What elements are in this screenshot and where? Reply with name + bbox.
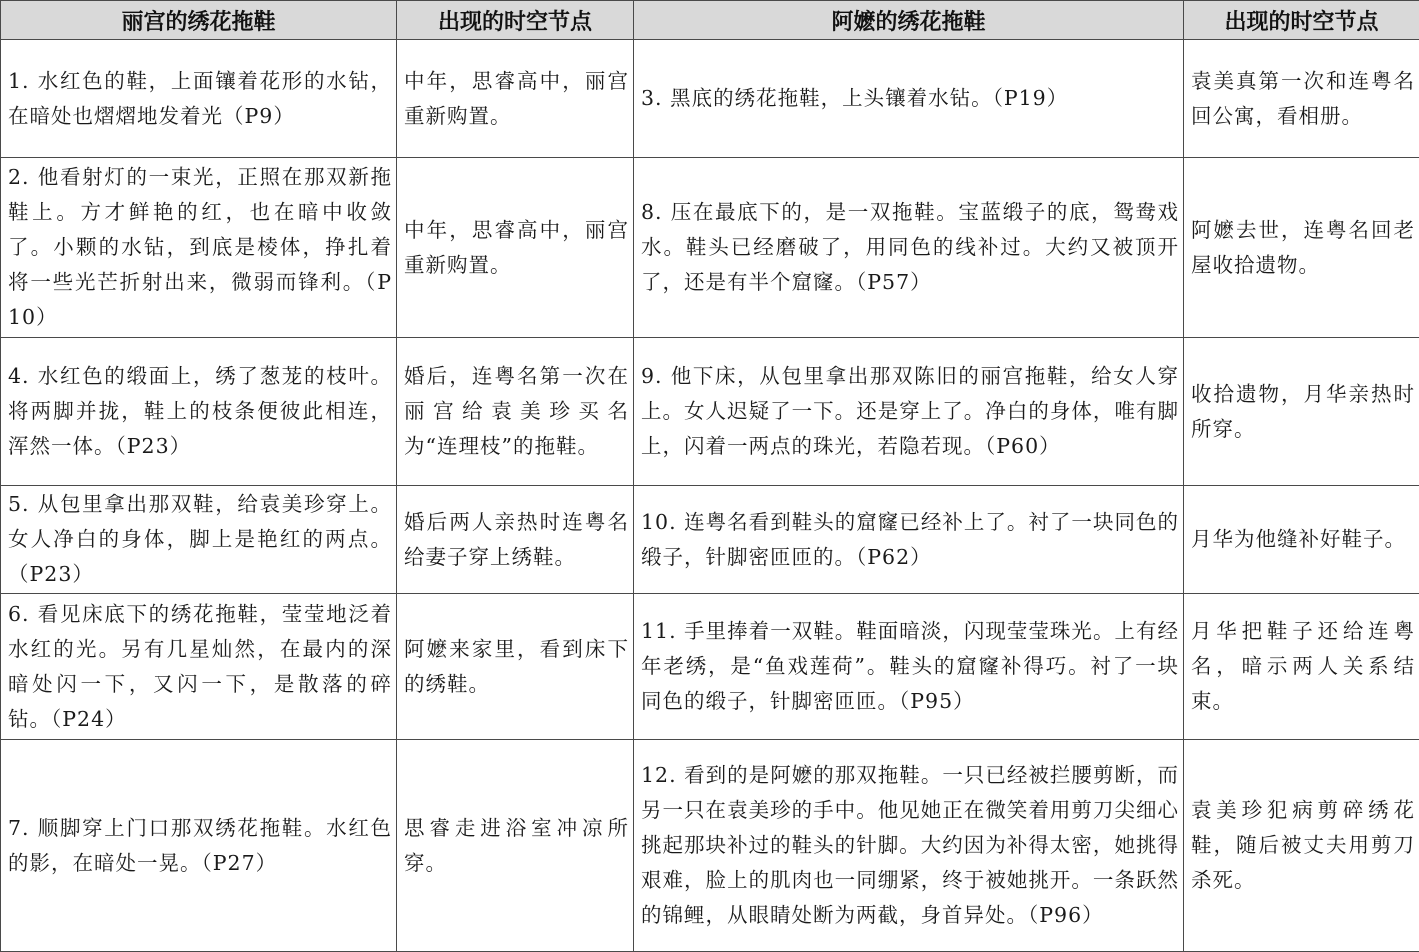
table-row xyxy=(1,594,1419,740)
table-row xyxy=(1,338,1419,486)
ligong-slipper-cell: 4. 水红色的缎面上，绣了葱茏的枝叶。将两脚并拢，鞋上的枝条便彼此相连，浑然一体。（P23） xyxy=(1,338,397,486)
ligong-slipper-cell: 7. 顺脚穿上门口那双绣花拖鞋。水红色的影，在暗处一晃。（P27） xyxy=(1,740,397,952)
time-node-cell: 婚后两人亲热时连粤名给妻子穿上绣鞋。 xyxy=(397,486,634,594)
table-row xyxy=(1,40,1419,158)
header-row xyxy=(1,1,1419,40)
time-node-cell: 阿嬷来家里，看到床下的绣鞋。 xyxy=(397,594,634,740)
grandma-slipper-cell: 3. 黑底的绣花拖鞋，上头镶着水钻。（P19） xyxy=(634,40,1184,158)
table-row xyxy=(1,486,1419,594)
grandma-slipper-cell: 12. 看到的是阿嬷的那双拖鞋。一只已经被拦腰剪断，而另一只在袁美珍的手中。他见她正在微笑着用剪刀尖细心挑起那块补过的鞋头的针脚。大约因为补得太密，她挑得艰难，脸上的肌肉也一同绷紧，终于被她挑开。一条跃然的锦鲤，从眼睛处断为两截，身首异处。（P96） xyxy=(634,740,1184,952)
time-node-cell: 阿嬷去世，连粤名回老屋收拾遗物。 xyxy=(1184,158,1419,338)
time-node-cell: 婚后，连粤名第一次在丽宫给袁美珍买名为“连理枝”的拖鞋。 xyxy=(397,338,634,486)
time-node-cell: 中年，思睿高中，丽宫重新购置。 xyxy=(397,158,634,338)
header-grandma-slippers: 阿嬷的绣花拖鞋 xyxy=(634,1,1184,40)
time-node-cell: 中年，思睿高中，丽宫重新购置。 xyxy=(397,40,634,158)
grandma-slipper-cell: 10. 连粤名看到鞋头的窟窿已经补上了。衬了一块同色的缎子，针脚密匝匝的。（P62） xyxy=(634,486,1184,594)
table-row xyxy=(1,158,1419,338)
header-time-node-1: 出现的时空节点 xyxy=(397,1,634,40)
time-node-cell: 思睿走进浴室冲凉所穿。 xyxy=(397,740,634,952)
time-node-cell: 月华把鞋子还给连粤名，暗示两人关系结束。 xyxy=(1184,594,1419,740)
ligong-slipper-cell: 1. 水红色的鞋，上面镶着花形的水钻，在暗处也熠熠地发着光（P9） xyxy=(1,40,397,158)
time-node-cell: 袁美珍犯病剪碎绣花鞋，随后被丈夫用剪刀杀死。 xyxy=(1184,740,1419,952)
time-node-cell: 月华为他缝补好鞋子。 xyxy=(1184,486,1419,594)
ligong-slipper-cell: 6. 看见床底下的绣花拖鞋，莹莹地泛着水红的光。另有几星灿然，在最内的深暗处闪一下，又闪一下，是散落的碎钻。（P24） xyxy=(1,594,397,740)
grandma-slipper-cell: 8. 压在最底下的，是一双拖鞋。宝蓝缎子的底，鸳鸯戏水。鞋头已经磨破了，用同色的线补过。大约又被顶开了，还是有半个窟窿。（P57） xyxy=(634,158,1184,338)
time-node-cell: 袁美真第一次和连粤名回公寓，看相册。 xyxy=(1184,40,1419,158)
header-time-node-2: 出现的时空节点 xyxy=(1184,1,1419,40)
ligong-slipper-cell: 2. 他看射灯的一束光，正照在那双新拖鞋上。方才鲜艳的红，也在暗中收敛了。小颗的水钻，到底是棱体，挣扎着将一些光芒折射出来，微弱而锋利。（P10） xyxy=(1,158,397,338)
table-row xyxy=(1,740,1419,952)
grandma-slipper-cell: 9. 他下床，从包里拿出那双陈旧的丽宫拖鞋，给女人穿上。女人迟疑了一下。还是穿上了。净白的身体，唯有脚上，闪着一两点的珠光，若隐若现。（P60） xyxy=(634,338,1184,486)
ligong-slipper-cell: 5. 从包里拿出那双鞋，给袁美珍穿上。女人净白的身体，脚上是艳红的两点。（P23） xyxy=(1,486,397,594)
grandma-slipper-cell: 11. 手里捧着一双鞋。鞋面暗淡，闪现莹莹珠光。上有经年老绣，是“鱼戏莲荷”。鞋头的窟窿补得巧。衬了一块同色的缎子，针脚密匝匝。（P95） xyxy=(634,594,1184,740)
time-node-cell: 收拾遗物，月华亲热时所穿。 xyxy=(1184,338,1419,486)
header-ligong-slippers: 丽宫的绣花拖鞋 xyxy=(1,1,397,40)
